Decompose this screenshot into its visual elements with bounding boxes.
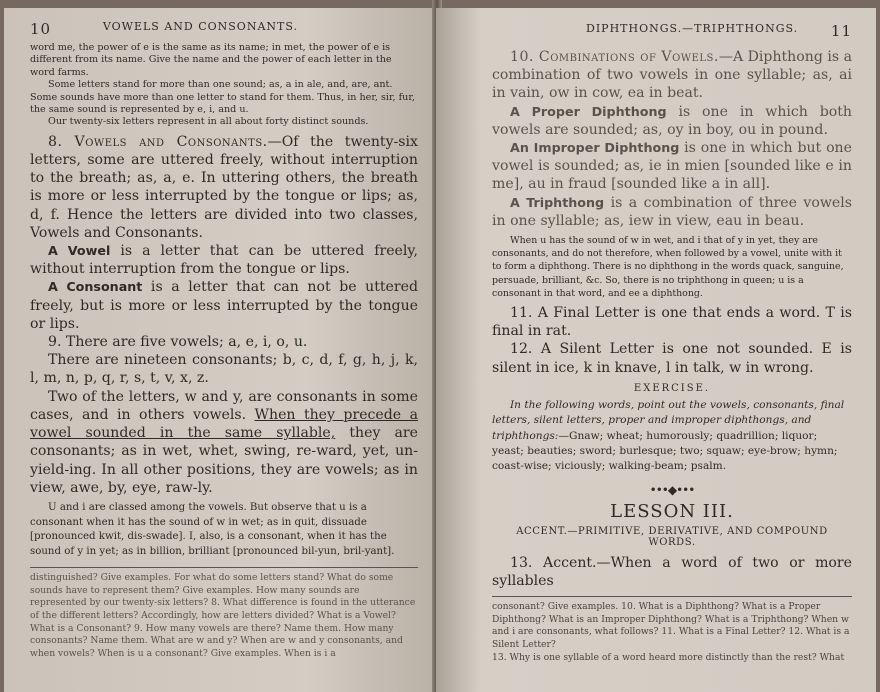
vowel-list: 9. There are five vowels; a, e, i, o, u. — [48, 334, 308, 351]
definition: is one in which but one vowel is sounded; as, ie in mien [sounded like e in me], au in fraud [sounded like a in all]. — [492, 140, 852, 193]
section-label: 10. Combinations of Vowels. — [510, 49, 719, 65]
page-number: 11 — [830, 22, 852, 40]
term: A Triphthong — [510, 194, 605, 210]
footer-questions: consonant? Give examples. 10. What is a Diphthong? What is a Proper Diphthong? What is an Improper Diphthong? What is a Triphthong? When w and i are consonants, what follows? 11. What is a Final Letter? 12. What is a Silent Letter? — [492, 601, 850, 651]
section-text: —A Diphthong is a combination of two vowels in one syllable; as, ai in vain, ow in cow, ea in beat. — [492, 49, 852, 102]
lesson-subtitle: ACCENT.—PRIMITIVE, DERIVATIVE, AND COMPOUND WORDS. — [516, 525, 828, 548]
definition: is one in which both vowels are sounded; as, oy in boy, ou in pound. — [492, 103, 853, 138]
running-head: DIPHTHONGS.—TRIPHTHONGS. — [586, 22, 799, 35]
term: A Consonant — [48, 279, 143, 295]
section-10 — [492, 48, 852, 103]
improper-diphthong — [492, 139, 852, 194]
right-header — [586, 22, 852, 40]
right-page — [436, 8, 876, 692]
term: An Improper Diphthong — [510, 140, 680, 156]
term: A Proper Diphthong — [510, 103, 667, 119]
lesson-title: LESSON III. — [610, 500, 734, 522]
section-8 — [30, 133, 418, 242]
left-header — [30, 20, 418, 38]
small-paragraph: Our twenty-six letters represent in all about forty distinct sounds. — [48, 116, 369, 128]
page-number: 10 — [30, 20, 52, 38]
text: Two of the letters, w and y, are consonants in some cases, and in others vowels. — [30, 388, 418, 423]
text: they are consonants; as in wet, whet, swing, re-ward, yet, un-yield-ing. In all other positions, they are vowels; as in view, awe, by, eye, raw-ly. — [30, 425, 419, 496]
section-label: 8. Vowels and Consonants. — [48, 133, 268, 150]
footer-rule — [30, 567, 418, 568]
exercise-words: —Gnaw; wheat; humorously; quadrillion; liquor; yeast; beauties; sword; burlesque; two; squaw; eye-brow; hymn; coast-wise; viciously; walking-beam; psalm. — [492, 429, 838, 473]
exercise-title: EXERCISE. — [633, 382, 711, 394]
definition: is a letter that can not be uttered freely, but is more or less interrupted by the tongue or lips. — [30, 279, 418, 332]
w-y-paragraph — [30, 388, 418, 497]
consonant-definition — [30, 278, 418, 333]
exercise-text — [492, 398, 852, 475]
vowel-definition — [30, 242, 418, 278]
footer-questions: 13. Why is one syllable of a word heard more distinctly than the rest? What — [492, 651, 845, 663]
footer-rule — [492, 596, 852, 597]
section-11: 11. A Final Letter is one that ends a word. T is final in rat. — [492, 305, 852, 340]
triphthong — [492, 194, 852, 230]
exercise-instructions: In the following words, point out the vowels, consonants, final letters, silent letters, proper and improper diphthongs, and triphthongs: — [492, 398, 845, 442]
definition: is a letter that can be uttered freely, without interruption from the tongue or lips. — [30, 243, 418, 278]
running-head: VOWELS AND CONSONANTS. — [102, 20, 298, 33]
ornament-divider: •••◆••• — [649, 482, 695, 497]
consonant-list: There are nineteen consonants; b, c, d, f, g, h, j, k, l, m, n, p, q, r, s, t, v, x, z. — [30, 352, 418, 387]
u-i-note: U and i are classed among the vowels. But observe that u is a consonant when it has the sound of w in wet; as in quit, dissuade [pronounced kwit, dis-swade]. I, also, is a consonant, when it has the sound of y in yet; as in billion, brilliant [pronounced bil-yun, bril-yant]. — [30, 501, 395, 557]
section-text: —Of the twenty-six letters, some are uttered freely, without interruption to the breath; as, a, e. In uttering others, the breath is more or less interrupted by the tongue or lips; as, d, f. Hence the letters are divided into two classes, Vowels and Consonants. — [30, 133, 418, 241]
section-12: 12. A Silent Letter is one not sounded. E is silent in ice, k in knave, l in talk, w in wrong. — [492, 341, 852, 376]
small-paragraph: word me, the power of e is the same as its name; in met, the power of e is different from its name. Give the name and the power of each letter in the word farms. — [30, 42, 392, 78]
footer-questions: distinguished? Give examples. For what do some letters stand? What do some sounds have to represent them? Give examples. How many sounds are represented by our twenty-six letters? 8. What difference is found in the utterance of the different letters? Accordingly, how are letters divided? What is a Vowel? What is a Consonant? 9. How many vowels are there? Name them. How many consonants? Name them. What are w and y? When are w and y consonants, and when vowels? When is u a consonant? Give examples. When is i a — [30, 572, 416, 659]
term: A Vowel — [48, 243, 111, 259]
underlined-text: When they precede a vowel sounded in the same syllable, — [30, 406, 418, 442]
left-page — [4, 8, 436, 692]
consonant-note: When u has the sound of w in wet, and i that of y in yet, they are consonants, and do not therefore, when followed by a vowel, unite with it to form a diphthong. There is no diphthong in the words quack, sanguine, persuade, brilliant, &c. So, there is no triphthong in queen; u is a consonant in that word, and ee a diphthong. — [492, 235, 844, 299]
small-paragraph: Some letters stand for more than one sound; as, a in ale, and, are, ant. Some sounds have more than one letter to stand for them. Thus, in her, sir, fur, the same sound is represented by e, i, and u. — [30, 79, 415, 116]
definition: is a combination of three vowels in one syllable; as, iew in view, eau in beau. — [492, 194, 852, 229]
section-13: 13. Accent.—When a word of two or more syllables — [492, 554, 852, 590]
proper-diphthong — [492, 103, 852, 139]
